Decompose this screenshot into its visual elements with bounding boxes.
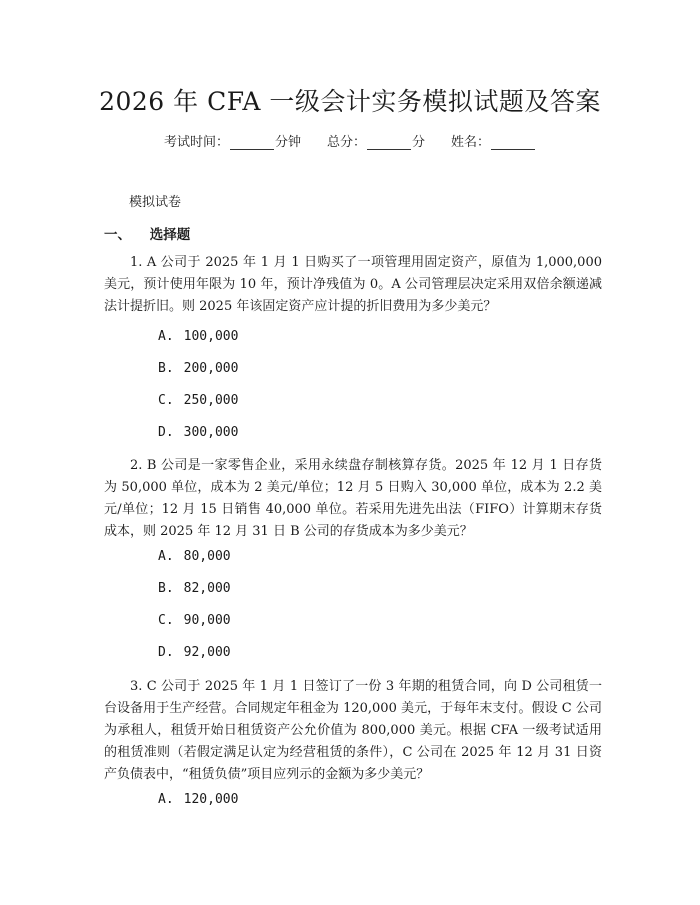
option-3a [158, 792, 238, 807]
option-letter: C. [158, 613, 174, 628]
option-1d [158, 425, 238, 440]
question-number: 3. [130, 679, 143, 694]
exam-info-line [0, 131, 700, 150]
exam-time-unit: 分钟 [274, 135, 301, 150]
exam-time-label: 考试时间： [163, 135, 229, 150]
option-value: 250,000 [183, 393, 239, 408]
total-score-unit: 分 [412, 135, 426, 150]
exam-time-field [164, 131, 301, 150]
total-score-field [327, 131, 425, 150]
option-value: 92,000 [183, 645, 231, 660]
question-text: C 公司于 2025 年 1 月 1 日签订了一份 3 年期的租赁合同，向 D 公司租赁一台设备用于生产经营。合同规定年租金为 120,000 美元，于每年末支付。假设 C 公司为承租人，租赁开始日租赁资产公允价值为 800,000 美元。根据 CFA 一级考试适用的租赁准则（若假定满足认定为经营租赁的条件），C 公司在 2025 年 12 月 31 日资产负债表中，“租赁负债”项目应列示的金额为多少美元？ [104, 679, 602, 782]
option-letter: D. [158, 645, 174, 660]
section-heading [104, 223, 190, 243]
name-blank [491, 135, 535, 150]
option-1a [158, 329, 238, 344]
question-2 [104, 455, 602, 543]
question-number: 1. [130, 255, 143, 270]
option-letter: D. [158, 425, 174, 440]
option-1b [158, 361, 238, 376]
option-value: 80,000 [183, 549, 231, 564]
total-score-label: 总分： [326, 135, 366, 150]
question-3 [104, 676, 602, 786]
option-value: 200,000 [183, 361, 239, 376]
page-title: 2026 年 CFA 一级会计实务模拟试题及答案 [99, 87, 601, 116]
option-letter: A. [158, 792, 174, 807]
question-text: B 公司是一家零售企业，采用永续盘存制核算存货。2025 年 12 月 1 日存货为 50,000 单位，成本为 2 美元/单位；12 月 5 日购入 30,000 单位，成本为 2.2 美元/单位；12 月 15 日销售 40,000 单位。若采用先进先出法（FIFO）计算期末存货成本，则 2025 年 12 月 31 日 B 公司的存货成本为多少美元？ [104, 458, 602, 539]
option-letter: C. [158, 393, 174, 408]
option-2b [158, 581, 231, 596]
section-title: 选择题 [149, 227, 191, 243]
option-letter: A. [158, 329, 174, 344]
question-number: 2. [130, 458, 143, 473]
option-letter: B. [158, 361, 174, 376]
option-2d [158, 645, 231, 660]
question-1 [104, 252, 602, 318]
option-1c [158, 393, 238, 408]
section-number: 一、 [104, 227, 131, 243]
name-label: 姓名： [451, 135, 491, 150]
option-value: 82,000 [183, 581, 231, 596]
name-field [451, 131, 536, 150]
option-2c [158, 613, 231, 628]
exam-time-blank [230, 135, 274, 150]
question-text: A 公司于 2025 年 1 月 1 日购买了一项管理用固定资产，原值为 1,000,000 美元，预计使用年限为 10 年，预计净残值为 0。A 公司管理层决定采用双倍余额递减法计提折旧。则 2025 年该固定资产应计提的折旧费用为多少美元？ [104, 255, 602, 314]
option-value: 100,000 [183, 329, 239, 344]
option-value: 120,000 [183, 792, 239, 807]
option-letter: B. [158, 581, 174, 596]
option-value: 90,000 [183, 613, 231, 628]
option-2a [158, 549, 231, 564]
total-score-blank [367, 135, 411, 150]
option-letter: A. [158, 549, 174, 564]
option-value: 300,000 [183, 425, 239, 440]
paper-subtitle: 模拟试卷 [129, 195, 182, 210]
